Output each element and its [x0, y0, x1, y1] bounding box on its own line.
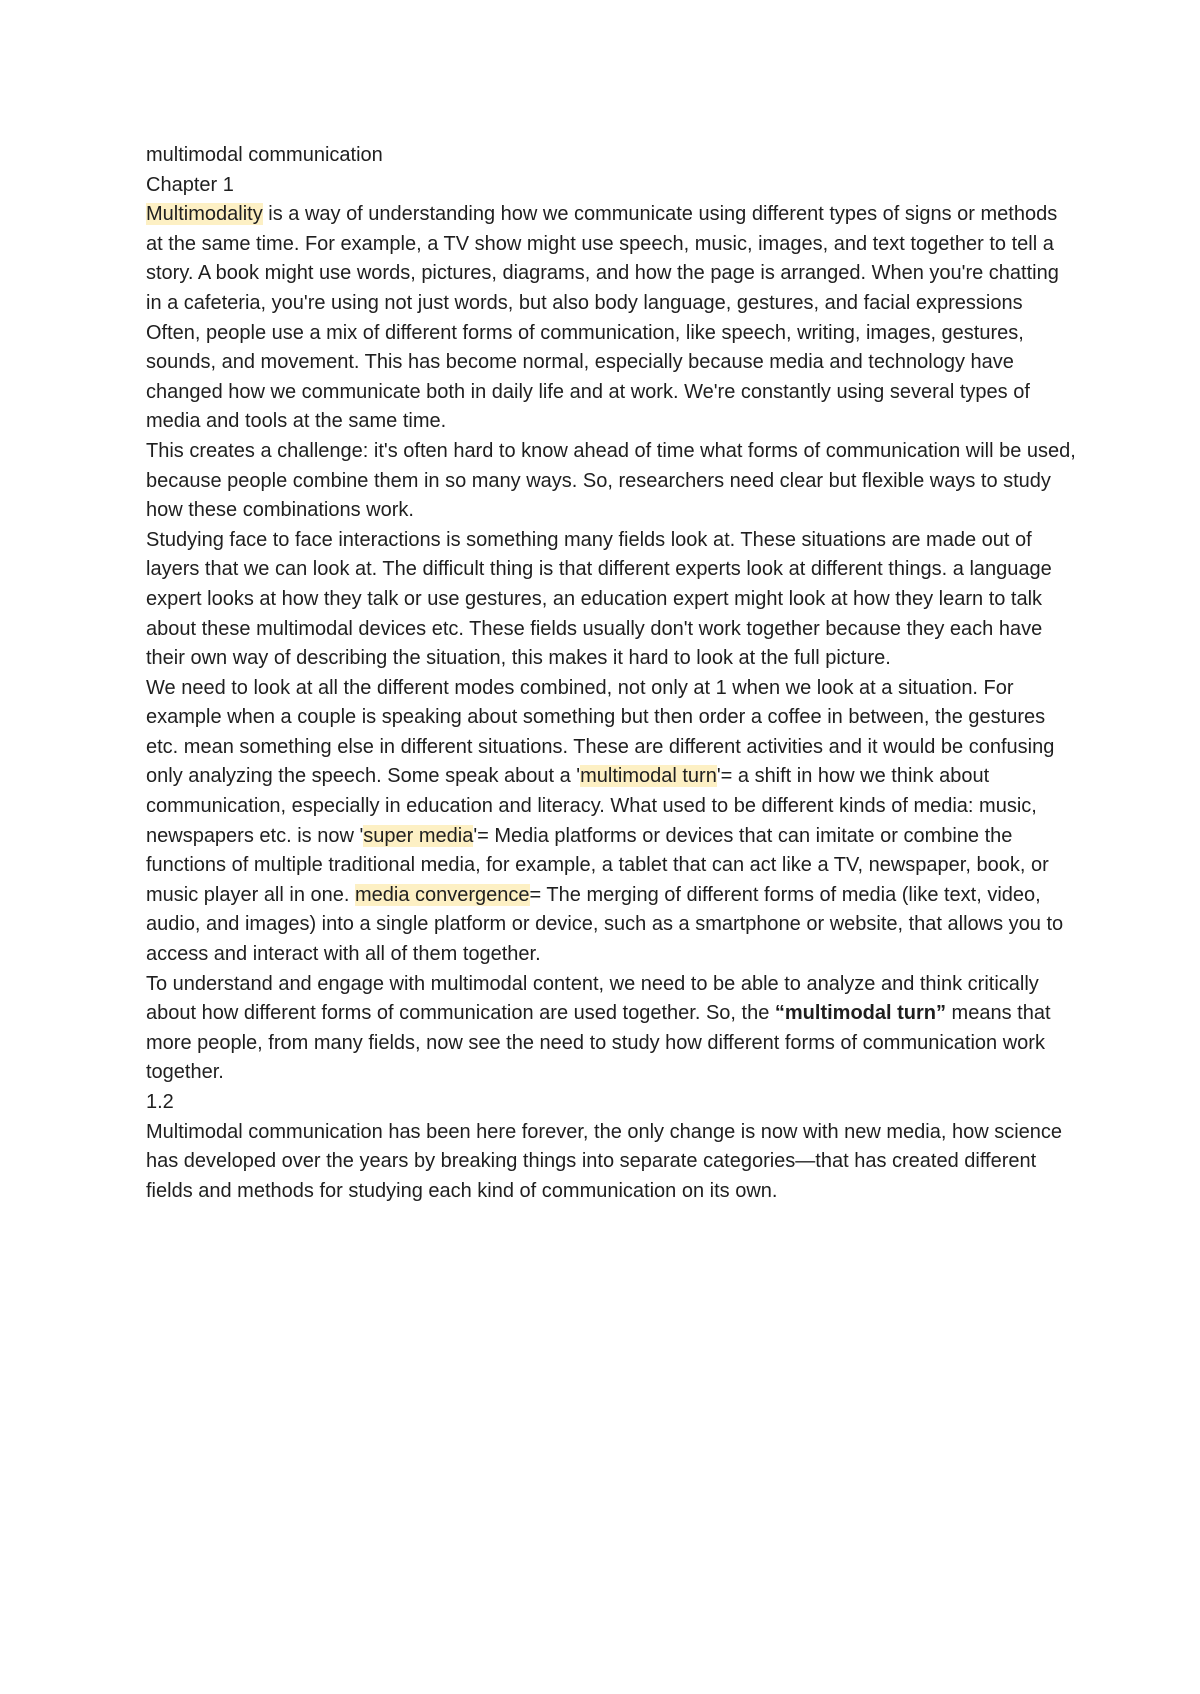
paragraph-mix-of-forms: Often, people use a mix of different forms of communication, like speech, writing, images, gestures, sounds, and movement. This has become normal, especially because media and technology have changed how we communicate both in daily life and at work. We're constantly using several types of media and tools at the same time. [146, 321, 1030, 433]
paragraph-text: means that more people, from many fields, now see the need to study how different forms of communication work together. [146, 1002, 1051, 1084]
paragraph-understand-engage [146, 970, 1076, 1088]
chapter-heading: Chapter 1 [146, 173, 234, 196]
paragraph-text: To understand and engage with multimodal content, we need to be able to analyze and think critically about how different forms of communication are used together. So, the [146, 972, 1039, 1025]
paragraph-text: '= a shift in how we think about communication, especially in education and literacy. What used to be different kinds of media: music, newspapers etc. is now ' [146, 765, 1037, 847]
highlighted-term: multimodal turn [580, 765, 717, 788]
paragraph-multimodality [146, 200, 1076, 318]
document-body [146, 141, 1076, 1206]
bold-term: “multimodal turn” [774, 1002, 946, 1025]
document-title: multimodal communication [146, 144, 383, 166]
highlighted-term: Multimodality [146, 203, 263, 226]
paragraph-modes-combined [146, 674, 1076, 970]
paragraph-challenge: This creates a challenge: it's often hard to know ahead of time what forms of communication will be used, because people combine them in so many ways. So, researchers need clear but flexible ways to study how these combinations work. [146, 439, 1076, 522]
paragraph-text: '= Media platforms or devices that can imitate or combine the functions of multiple traditional media, for example, a tablet that can act like a TV, newspaper, book, or music player all in one. [146, 824, 1049, 906]
paragraph-text: is a way of understanding how we communicate using different types of signs or methods at the same time. For example, a TV show might use speech, music, images, and text together to tell a story. A book might use words, pictures, diagrams, and how the page is arranged. When you're chatting in a cafeteria, you're using not just words, but also body language, gestures, and facial expressions [146, 203, 1059, 314]
paragraph-history: Multimodal communication has been here forever, the only change is now with new media, how science has developed over the years by breaking things into separate categories—that has created different fields and methods for studying each kind of communication on its own. [146, 1120, 1063, 1202]
highlighted-term: media convergence [354, 883, 530, 906]
paragraph-text: We need to look at all the different modes combined, not only at 1 when we look at a situation. For example when a couple is speaking about something but then order a coffee in between, the gestures etc. mean something else in different situations. These are different activities and it would be confusing only analyzing the speech. Some speak about a ' [146, 676, 1055, 788]
section-heading: 1.2 [146, 1091, 174, 1113]
paragraph-face-to-face: Studying face to face interactions is something many fields look at. These situations are made out of layers that we can look at. The difficult thing is that different experts look at different things. a language expert looks at how they talk or use gestures, an education expert might look at how they learn to talk about these multimodal devices etc. These fields usually don't work together because they each have their own way of describing the situation, this makes it hard to look at the full picture. [146, 528, 1052, 670]
paragraph-text: = The merging of different forms of media (like text, video, audio, and images) into a single platform or device, such as a smartphone or website, that allows you to access and interact with all of them together. [146, 883, 1064, 966]
highlighted-term: super media [363, 824, 474, 847]
